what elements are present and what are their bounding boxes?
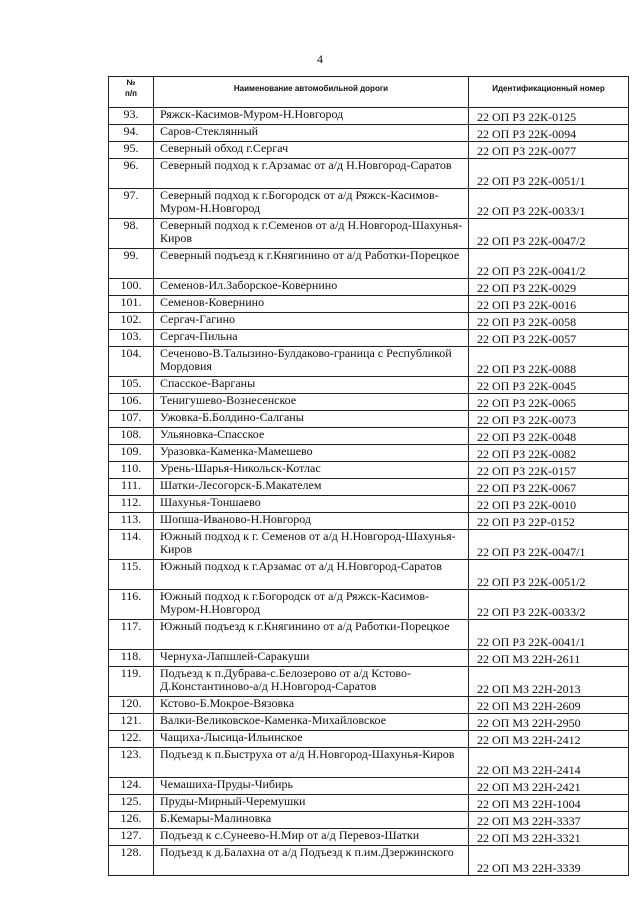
road-name: Урень-Шарья-Никольск-Котлас xyxy=(154,462,469,479)
table-row xyxy=(109,249,629,279)
road-identifier: 22 ОП РЗ 22К-0041/2 xyxy=(469,249,629,279)
row-number: 98. xyxy=(109,219,154,249)
table-row xyxy=(109,411,629,428)
row-number: 127. xyxy=(109,829,154,846)
row-number: 102. xyxy=(109,313,154,330)
road-name: Чемашиха-Пруды-Чибирь xyxy=(154,778,469,795)
row-number: 94. xyxy=(109,125,154,142)
table-row xyxy=(109,108,629,125)
table-row xyxy=(109,778,629,795)
row-number: 113. xyxy=(109,513,154,530)
header-identifier: Идентификационный номер xyxy=(469,77,629,108)
row-number: 106. xyxy=(109,394,154,411)
row-number: 96. xyxy=(109,159,154,189)
road-identifier: 22 ОП РЗ 22К-0033/2 xyxy=(469,590,629,620)
road-name: Южный подход к г. Семенов от а/д Н.Новгород-Шахунья-Киров xyxy=(154,530,469,560)
table-row xyxy=(109,142,629,159)
road-name: Тенигушево-Вознесенское xyxy=(154,394,469,411)
row-number: 93. xyxy=(109,108,154,125)
road-name: Южный подход к г.Богородск от а/д Ряжск-Касимов-Муром-Н.Новгород xyxy=(154,590,469,620)
table-row xyxy=(109,347,629,377)
road-identifier: 22 ОП РЗ 22К-0051/2 xyxy=(469,560,629,590)
road-name: Подъезд к п.Быструха от а/д Н.Новгород-Шахунья-Киров xyxy=(154,748,469,778)
road-name: Северный подход к г.Богородск от а/д Ряжск-Касимов-Муром-Н.Новгород xyxy=(154,189,469,219)
road-identifier: 22 ОП МЗ 22Н-2013 xyxy=(469,667,629,697)
road-identifier: 22 ОП МЗ 22Н-2412 xyxy=(469,731,629,748)
road-identifier: 22 ОП РЗ 22К-0010 xyxy=(469,496,629,513)
road-identifier: 22 ОП МЗ 22Н-1004 xyxy=(469,795,629,812)
row-number: 100. xyxy=(109,279,154,296)
row-number: 117. xyxy=(109,620,154,650)
road-name: Ужовка-Б.Болдино-Салганы xyxy=(154,411,469,428)
road-identifier: 22 ОП МЗ 22Н-3321 xyxy=(469,829,629,846)
row-number: 105. xyxy=(109,377,154,394)
table-row xyxy=(109,530,629,560)
road-identifier: 22 ОП РЗ 22К-0057 xyxy=(469,330,629,347)
road-identifier: 22 ОП РЗ 22К-0033/1 xyxy=(469,189,629,219)
road-name: Чащиха-Лысица-Ильинское xyxy=(154,731,469,748)
road-identifier: 22 ОП РЗ 22К-0094 xyxy=(469,125,629,142)
road-name: Сеченово-В.Талызино-Булдаково-граница с Республикой Мордовия xyxy=(154,347,469,377)
road-identifier: 22 ОП РЗ 22К-0157 xyxy=(469,462,629,479)
table-row xyxy=(109,650,629,667)
table-row xyxy=(109,377,629,394)
row-number: 123. xyxy=(109,748,154,778)
road-name: Чернуха-Лапшлей-Саракуши xyxy=(154,650,469,667)
row-number: 103. xyxy=(109,330,154,347)
row-number: 101. xyxy=(109,296,154,313)
table-row xyxy=(109,620,629,650)
road-identifier: 22 ОП РЗ 22К-0047/2 xyxy=(469,219,629,249)
table-row xyxy=(109,748,629,778)
road-identifier: 22 ОП МЗ 22Н-2421 xyxy=(469,778,629,795)
road-name: Ряжск-Касимов-Муром-Н.Новгород xyxy=(154,108,469,125)
row-number: 115. xyxy=(109,560,154,590)
road-name: Шопша-Иваново-Н.Новгород xyxy=(154,513,469,530)
road-identifier: 22 ОП РЗ 22К-0029 xyxy=(469,279,629,296)
row-number: 108. xyxy=(109,428,154,445)
road-identifier: 22 ОП РЗ 22К-0125 xyxy=(469,108,629,125)
table-row xyxy=(109,189,629,219)
road-name: Пруды-Мирный-Черемушки xyxy=(154,795,469,812)
road-identifier: 22 ОП РЗ 22К-0073 xyxy=(469,411,629,428)
row-number: 118. xyxy=(109,650,154,667)
road-identifier: 22 ОП РЗ 22К-0048 xyxy=(469,428,629,445)
table-row xyxy=(109,313,629,330)
table-row xyxy=(109,462,629,479)
road-name: Валки-Великовское-Каменка-Михайловское xyxy=(154,714,469,731)
road-name: Семенов-Ил.Заборское-Ковернино xyxy=(154,279,469,296)
table-row xyxy=(109,513,629,530)
road-identifier: 22 ОП РЗ 22К-0047/1 xyxy=(469,530,629,560)
row-number: 126. xyxy=(109,812,154,829)
road-name: Саров-Стеклянный xyxy=(154,125,469,142)
road-name: Северный подход к г.Арзамас от а/д Н.Новгород-Саратов xyxy=(154,159,469,189)
table-row xyxy=(109,445,629,462)
table-row xyxy=(109,846,629,876)
road-name: Южный подъезд к г.Княгинино от а/д Работки-Порецкое xyxy=(154,620,469,650)
road-identifier: 22 ОП РЗ 22К-0067 xyxy=(469,479,629,496)
road-identifier: 22 ОП РЗ 22Р-0152 xyxy=(469,513,629,530)
row-number: 99. xyxy=(109,249,154,279)
road-name: Северный подход к г.Семенов от а/д Н.Новгород-Шахунья-Киров xyxy=(154,219,469,249)
table-row xyxy=(109,428,629,445)
row-number: 107. xyxy=(109,411,154,428)
road-identifier: 22 ОП РЗ 22К-0016 xyxy=(469,296,629,313)
table-row xyxy=(109,496,629,513)
road-identifier: 22 ОП РЗ 22К-0045 xyxy=(469,377,629,394)
table-row xyxy=(109,590,629,620)
road-identifier: 22 ОП МЗ 22Н-3337 xyxy=(469,812,629,829)
road-name: Северный подъезд к г.Княгинино от а/д Работки-Порецкое xyxy=(154,249,469,279)
road-identifier: 22 ОП РЗ 22К-0058 xyxy=(469,313,629,330)
table-row xyxy=(109,479,629,496)
row-number: 110. xyxy=(109,462,154,479)
road-identifier: 22 ОП РЗ 22К-0041/1 xyxy=(469,620,629,650)
table-row xyxy=(109,394,629,411)
table-row xyxy=(109,667,629,697)
header-road-name: Наименование автомобильной дороги xyxy=(154,77,469,108)
row-number: 114. xyxy=(109,530,154,560)
road-identifier: 22 ОП РЗ 22К-0088 xyxy=(469,347,629,377)
table-row xyxy=(109,795,629,812)
row-number: 122. xyxy=(109,731,154,748)
table-row xyxy=(109,560,629,590)
road-name: Подъезд к п.Дубрава-с.Белозерово от а/д Кстово-Д.Константиново-а/д Н.Новгород-Саратов xyxy=(154,667,469,697)
road-name: Уразовка-Каменка-Мамешево xyxy=(154,445,469,462)
road-identifier: 22 ОП МЗ 22Н-2414 xyxy=(469,748,629,778)
table-row xyxy=(109,219,629,249)
roads-table xyxy=(108,76,629,876)
row-number: 121. xyxy=(109,714,154,731)
table-row xyxy=(109,714,629,731)
row-number: 109. xyxy=(109,445,154,462)
road-identifier: 22 ОП РЗ 22К-0082 xyxy=(469,445,629,462)
row-number: 97. xyxy=(109,189,154,219)
road-name: Подъезд к д.Балахна от а/д Подъезд к п.им.Дзержинского xyxy=(154,846,469,876)
road-identifier: 22 ОП МЗ 22Н-2611 xyxy=(469,650,629,667)
road-name: Б.Кемары-Малиновка xyxy=(154,812,469,829)
table-row xyxy=(109,829,629,846)
road-name: Северный обход г.Сергач xyxy=(154,142,469,159)
road-name: Спасское-Варганы xyxy=(154,377,469,394)
road-identifier: 22 ОП МЗ 22Н-2609 xyxy=(469,697,629,714)
road-name: Южный подход к г.Арзамас от а/д Н.Новгород-Саратов xyxy=(154,560,469,590)
table-row xyxy=(109,697,629,714)
row-number: 124. xyxy=(109,778,154,795)
row-number: 120. xyxy=(109,697,154,714)
row-number: 116. xyxy=(109,590,154,620)
road-identifier: 22 ОП РЗ 22К-0065 xyxy=(469,394,629,411)
table-header-row xyxy=(109,77,629,108)
page-number: 4 xyxy=(317,52,323,66)
header-num: № п/п xyxy=(109,77,154,108)
row-number: 119. xyxy=(109,667,154,697)
road-identifier: 22 ОП РЗ 22К-0077 xyxy=(469,142,629,159)
road-name: Шахунья-Тоншаево xyxy=(154,496,469,513)
road-name: Шатки-Лесогорск-Б.Макателем xyxy=(154,479,469,496)
row-number: 111. xyxy=(109,479,154,496)
road-name: Сергач-Пильна xyxy=(154,330,469,347)
road-name: Сергач-Гагино xyxy=(154,313,469,330)
row-number: 95. xyxy=(109,142,154,159)
table-row xyxy=(109,159,629,189)
table-row xyxy=(109,731,629,748)
table-row xyxy=(109,279,629,296)
table-row xyxy=(109,296,629,313)
table-row xyxy=(109,812,629,829)
row-number: 104. xyxy=(109,347,154,377)
row-number: 112. xyxy=(109,496,154,513)
road-identifier: 22 ОП МЗ 22Н-3339 xyxy=(469,846,629,876)
table-row xyxy=(109,330,629,347)
row-number: 128. xyxy=(109,846,154,876)
road-name: Подъезд к с.Сунеево-Н.Мир от а/д Перевоз-Шатки xyxy=(154,829,469,846)
row-number: 125. xyxy=(109,795,154,812)
road-identifier: 22 ОП МЗ 22Н-2950 xyxy=(469,714,629,731)
road-identifier: 22 ОП РЗ 22К-0051/1 xyxy=(469,159,629,189)
table-row xyxy=(109,125,629,142)
road-name: Ульяновка-Спасское xyxy=(154,428,469,445)
road-name: Кстово-Б.Мокрое-Вязовка xyxy=(154,697,469,714)
road-name: Семенов-Ковернино xyxy=(154,296,469,313)
